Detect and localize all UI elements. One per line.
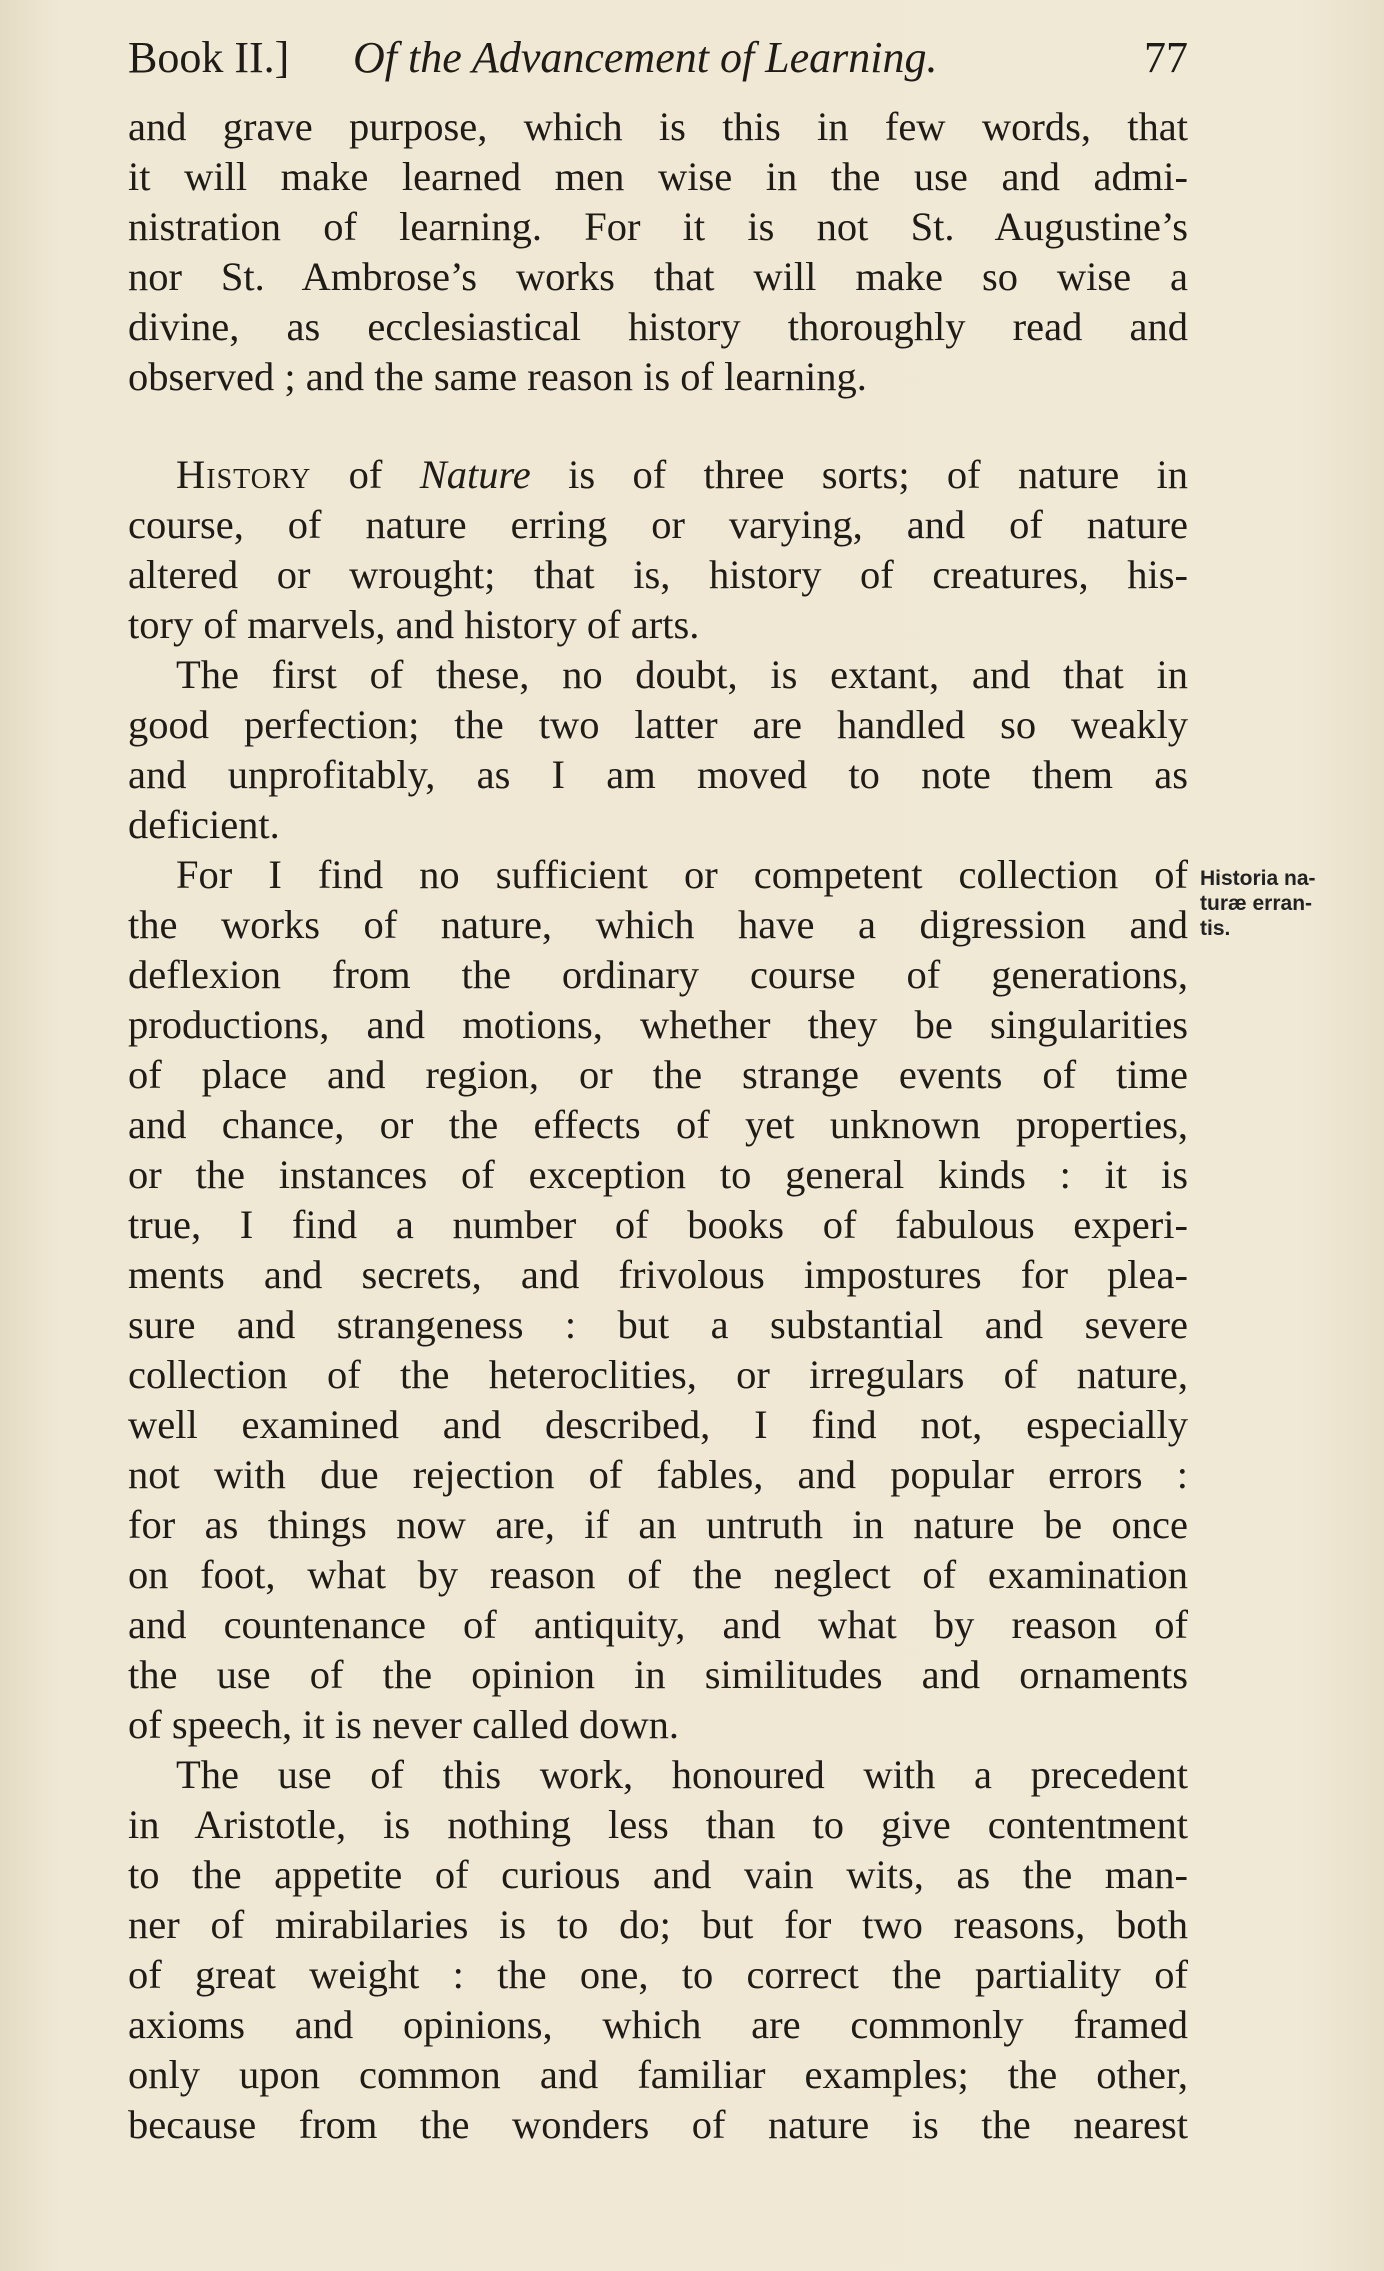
text-line: or the instances of exception to general kinds : it is [128, 1152, 1188, 1197]
text-line: and unprofitably, as I am moved to note them as [128, 752, 1188, 797]
text-line: the use of the opinion in similitudes and ornaments [128, 1652, 1188, 1697]
section-lead-italic: Nature [419, 452, 531, 497]
text-line: axioms and opinions, which are commonly framed [128, 2002, 1188, 2047]
text-line: productions, and motions, whether they be singularities [128, 1002, 1188, 1047]
book-label: Book II.] [128, 33, 290, 82]
margin-note-line: tis. [1200, 917, 1231, 940]
text-line: of great weight : the one, to correct the partiality of [128, 1952, 1188, 1997]
text-line: of place and region, or the strange events of time [128, 1052, 1188, 1097]
text-line: nistration of learning. For it is not St. Augustine’s [128, 204, 1188, 249]
text-line: the works of nature, which have a digression and [128, 902, 1188, 947]
text-line: course, of nature erring or varying, and of nature [128, 502, 1188, 547]
text-line: in Aristotle, is nothing less than to give contentment [128, 1802, 1188, 1847]
text-line: The first of these, no doubt, is extant, and that in [176, 652, 1188, 697]
page-number: 77 [1144, 33, 1188, 82]
text-line: The use of this work, honoured with a precedent [176, 1752, 1188, 1797]
section-lead-word: History [176, 452, 312, 497]
text-line: good perfection; the two latter are handled so weakly [128, 702, 1188, 747]
running-header [128, 28, 1188, 88]
text-line: on foot, what by reason of the neglect of examination [128, 1552, 1188, 1597]
text-line: to the appetite of curious and vain wits, as the man- [128, 1852, 1188, 1897]
margin-note [1200, 866, 1384, 941]
margin-note-line: turæ erran- [1200, 892, 1313, 915]
section-lead-rest: is of three sorts; of nature in [568, 452, 1189, 497]
text-line: well examined and described, I find not, especially [128, 1402, 1188, 1447]
text-line: ments and secrets, and frivolous impostures for plea- [128, 1252, 1188, 1297]
section-lead-of: of [348, 452, 383, 497]
text-line: for as things now are, if an untruth in nature be once [128, 1502, 1188, 1547]
text-line: deflexion from the ordinary course of generations, [128, 952, 1188, 997]
body-text [128, 102, 1188, 2150]
text-line: of speech, it is never called down. [128, 1702, 680, 1747]
text-line: observed ; and the same reason is of learning. [128, 354, 867, 399]
text-line: because from the wonders of nature is the nearest [128, 2102, 1188, 2147]
text-line: and grave purpose, which is this in few words, that [128, 104, 1188, 149]
text-line: it will make learned men wise in the use and admi- [128, 154, 1188, 199]
text-line: altered or wrought; that is, history of creatures, his- [128, 552, 1188, 597]
text-line: For I find no sufficient or competent collection of [176, 852, 1188, 897]
text-line: collection of the heteroclities, or irregulars of nature, [128, 1352, 1188, 1397]
text-line: tory of marvels, and history of arts. [128, 602, 700, 647]
section-lead-line [128, 450, 1188, 500]
text-line: only upon common and familiar examples; the other, [128, 2052, 1188, 2097]
text-line: sure and strangeness : but a substantial and severe [128, 1302, 1188, 1347]
text-line: nor St. Ambrose’s works that will make so wise a [128, 254, 1188, 299]
running-title: Of the Advancement of Learning. [353, 33, 938, 82]
margin-note-line: Historia na- [1200, 867, 1316, 890]
text-line: not with due rejection of fables, and popular errors : [128, 1452, 1188, 1497]
text-line: true, I find a number of books of fabulous experi- [128, 1202, 1188, 1247]
text-line: ner of mirabilaries is to do; but for two reasons, both [128, 1902, 1188, 1947]
text-line: deficient. [128, 802, 280, 847]
text-line: and chance, or the effects of yet unknown properties, [128, 1102, 1188, 1147]
text-line: and countenance of antiquity, and what by reason of [128, 1602, 1188, 1647]
text-line: divine, as ecclesiastical history thoroughly read and [128, 304, 1188, 349]
